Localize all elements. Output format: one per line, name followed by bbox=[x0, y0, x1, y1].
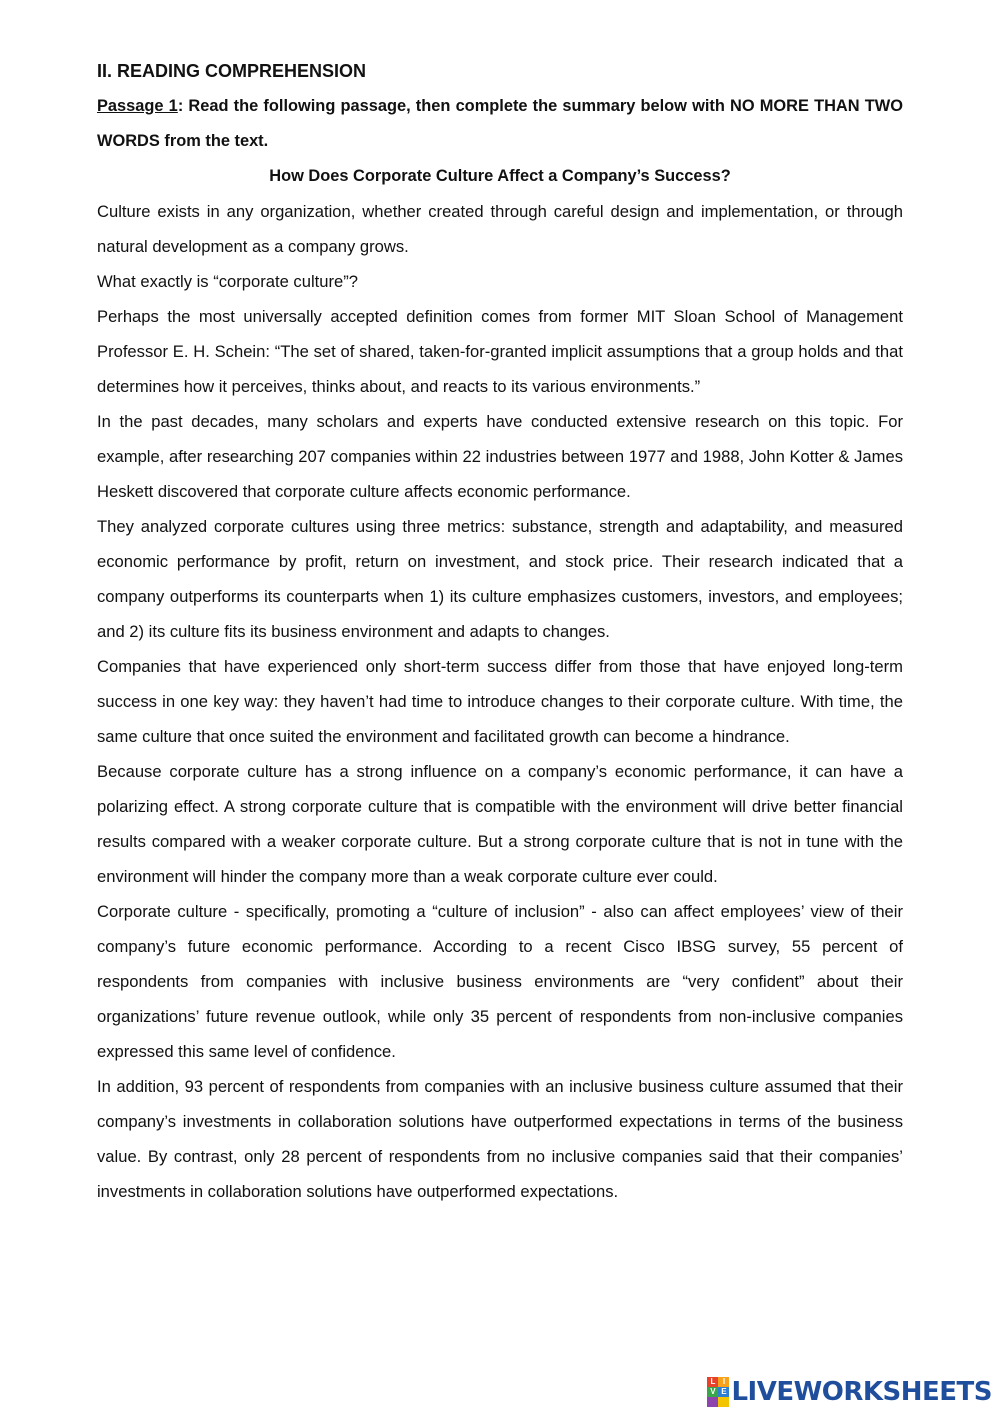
logo-text: LIVEWORKSHEETS bbox=[731, 1377, 992, 1407]
paragraph-1: Culture exists in any organization, whether created through careful design and implementation, or through natural development as a company grows. bbox=[97, 202, 903, 256]
paragraph-2: What exactly is “corporate culture”? bbox=[97, 272, 358, 291]
passage-title: How Does Corporate Culture Affect a Company’s Success? bbox=[269, 167, 731, 185]
instruction-text: : Read the following passage, then complete the summary below with NO MORE THAN TWO WORDS from the text. bbox=[97, 97, 903, 150]
logo-badge-cell bbox=[718, 1397, 729, 1407]
paragraph-8: Corporate culture - specifically, promoting a “culture of inclusion” - also can affect employees’ view of their company’s future economic performance. According to a recent Cisco IBSG survey, 55 percent of respondents from companies with inclusive business environments are “very confident” about their organizations’ future revenue outlook, while only 35 percent of respondents from non-inclusive companies expressed this same level of confidence. bbox=[97, 902, 903, 1061]
logo-badge-cell: V bbox=[707, 1387, 718, 1397]
paragraph-9: In addition, 93 percent of respondents from companies with an inclusive business culture assumed that their company’s investments in collaboration solutions have outperformed expectations in terms of the business value. By contrast, only 28 percent of respondents from no inclusive companies said that their companies’ investments in collaboration solutions have outperformed expectations. bbox=[97, 1077, 903, 1201]
paragraph-7: Because corporate culture has a strong influence on a company’s economic performance, it can have a polarizing effect. A strong corporate culture that is compatible with the environment will drive better financial results compared with a weaker corporate culture. But a strong corporate culture that is not in tune with the environment will hinder the company more than a weak corporate culture ever could. bbox=[97, 762, 903, 886]
paragraph-6: Companies that have experienced only short-term success differ from those that have enjoyed long-term success in one key way: they haven’t had time to introduce changes to their corporate culture. With time, the same culture that once suited the environment and facilitated growth can become a hindrance. bbox=[97, 657, 903, 746]
logo-badge-cell: L bbox=[707, 1377, 718, 1387]
section-heading: II. READING COMPREHENSION bbox=[97, 61, 367, 81]
worksheet-page bbox=[97, 54, 903, 1209]
paragraph-5: They analyzed corporate cultures using three metrics: substance, strength and adaptability, and measured economic performance by profit, return on investment, and stock price. Their research indicated that a company outperforms its counterparts when 1) its culture emphasizes customers, investors, and employees; and 2) its culture fits its business environment and adapts to changes. bbox=[97, 517, 903, 641]
logo-badge-icon bbox=[707, 1377, 729, 1407]
passage-label: Passage 1 bbox=[97, 97, 178, 115]
passage-instruction bbox=[97, 89, 903, 159]
logo-badge-cell: E bbox=[718, 1387, 729, 1397]
paragraph-4: In the past decades, many scholars and experts have conducted extensive research on this topic. For example, after researching 207 companies within 22 industries between 1977 and 1988, John Kotter & James Heskett discovered that corporate culture affects economic performance. bbox=[97, 412, 903, 501]
logo-badge-cell: I bbox=[718, 1377, 729, 1387]
liveworksheets-logo[interactable] bbox=[707, 1374, 992, 1410]
paragraph-3: Perhaps the most universally accepted definition comes from former MIT Sloan School of Management Professor E. H. Schein: “The set of shared, taken-for-granted implicit assumptions that a group holds and that determines how it perceives, thinks about, and reacts to its various environments.” bbox=[97, 307, 903, 396]
logo-badge-cell bbox=[707, 1397, 718, 1407]
